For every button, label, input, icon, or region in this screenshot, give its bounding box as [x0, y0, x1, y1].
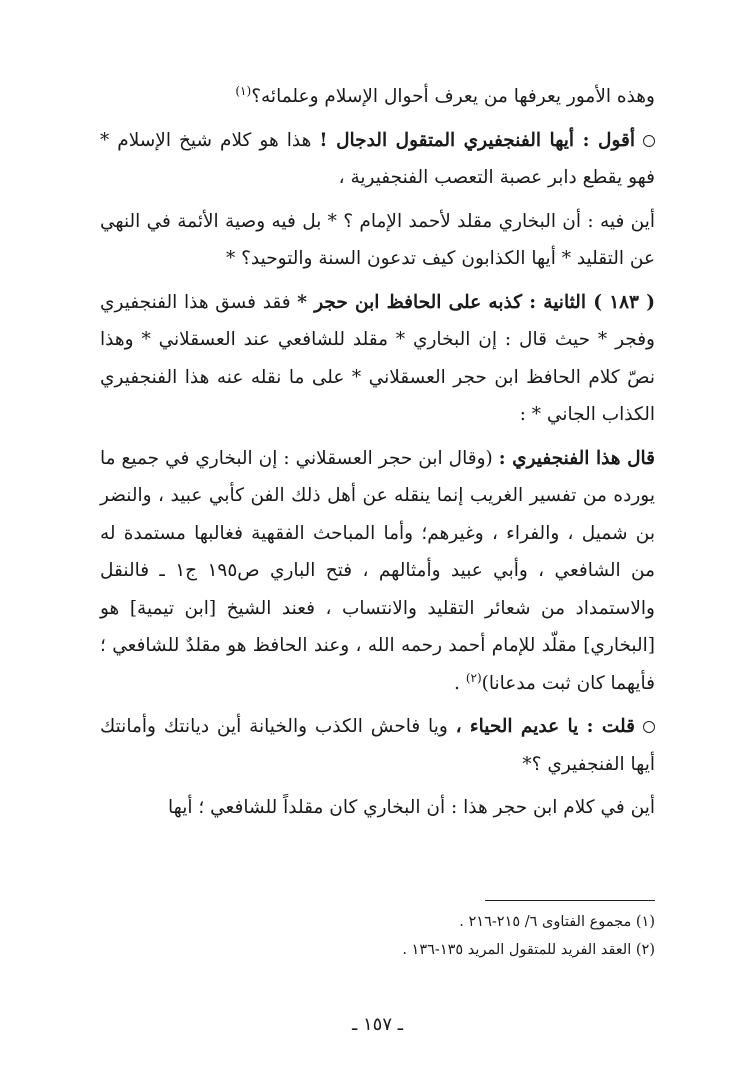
p3-text: فقد فسق هذا الفنجفيري وفجر * حيث قال : إن البخاري * مقلد للشافعي عند العسقلاني * وهذا نصّ كلام الحافظ ابن حجر العسقلاني * على ما نقله عنه هذا الفنجفيري الكذاب الجاني * : — [100, 291, 655, 425]
page-number: ـ ١٥٧ ـ — [351, 1014, 403, 1035]
p1-text: هذا هو كلام شيخ الإسلام * فهو يقطع دابر عصبة التعصب الفنجفيرية ، — [100, 129, 655, 188]
p5-text: ويا فاحش الكذب والخيانة أين ديانتك وأمانتك أيها الفنجفيري ؟* — [100, 716, 655, 775]
paragraph-1 — [100, 122, 655, 197]
paragraph-3 — [100, 284, 655, 434]
p4-text: (وقال ابن حجر العسقلاني : إن البخاري في جميع ما يورده من تفسير الغريب إنما ينقله عن أهل ذلك الفن كأبي عبيد ، والنضر بن شميل ، والفراء ، وغيرهم؛ وأما المباحث الفقهية فغالبها مستمدة له من الشافعي ، وأبي عبيد وأمثالهم ، فتح الباري ص١٩٥ ج١ ـ فالنقل والاستمداد من شعائر التقليد والانتساب ، فعند الشيخ [ابن تيمية] هو [البخاري] مقلّد للإمام أحمد رحمه الله ، وعند الحافظ هو مقلدٌ للشافعي ؛ فأيهما كان ثبت مدعانا) — [100, 447, 655, 694]
paragraph-5 — [100, 708, 655, 783]
p2-text: أين فيه : أن البخاري مقلد لأحمد الإمام ؟ * بل فيه وصية الأئمة في النهي عن التقليد * أيها الكذابون كيف تدعون السنة والتوحيد؟ * — [100, 210, 655, 269]
paragraph-0 — [100, 78, 655, 116]
footnote-ref-2[interactable]: (٢) — [465, 670, 482, 685]
footnote-2: (٢) العقد الفريد للمتقول المريد ١٣٥-١٣٦ . — [402, 942, 655, 958]
p0-text: وهذه الأمور يعرفها من يعرف أحوال الإسلام وعلمائه؟ — [251, 86, 655, 107]
p4-tail: . — [454, 672, 466, 694]
main-text — [100, 78, 655, 827]
footnotes — [100, 908, 655, 964]
footnote-ref-1[interactable]: (١) — [235, 83, 252, 98]
footnote-divider — [485, 900, 655, 901]
paragraph-6 — [100, 789, 655, 827]
circle-bullet-icon — [643, 721, 655, 733]
circle-bullet-icon — [643, 135, 655, 147]
p3-lead: ( ١٨٣ ) الثانية : كذبه على الحافظ ابن حجر * — [297, 291, 655, 313]
p5-lead: قلت : يا عديم الحياء ، — [455, 716, 635, 737]
paragraph-4 — [100, 440, 655, 703]
p4-lead: قال هذا الفنجفيري : — [498, 447, 656, 469]
footnote-1: (١) مجموع الفتاوى ٦/ ٢١٥-٢١٦ . — [459, 914, 655, 930]
paragraph-2 — [100, 203, 655, 278]
p6-text: أين في كلام ابن حجر هذا : أن البخاري كان مقلداً للشافعي ؛ أيها — [168, 797, 655, 818]
p1-lead: أقول : أيها الفنجفيري المتقول الدجال ! — [319, 129, 636, 151]
